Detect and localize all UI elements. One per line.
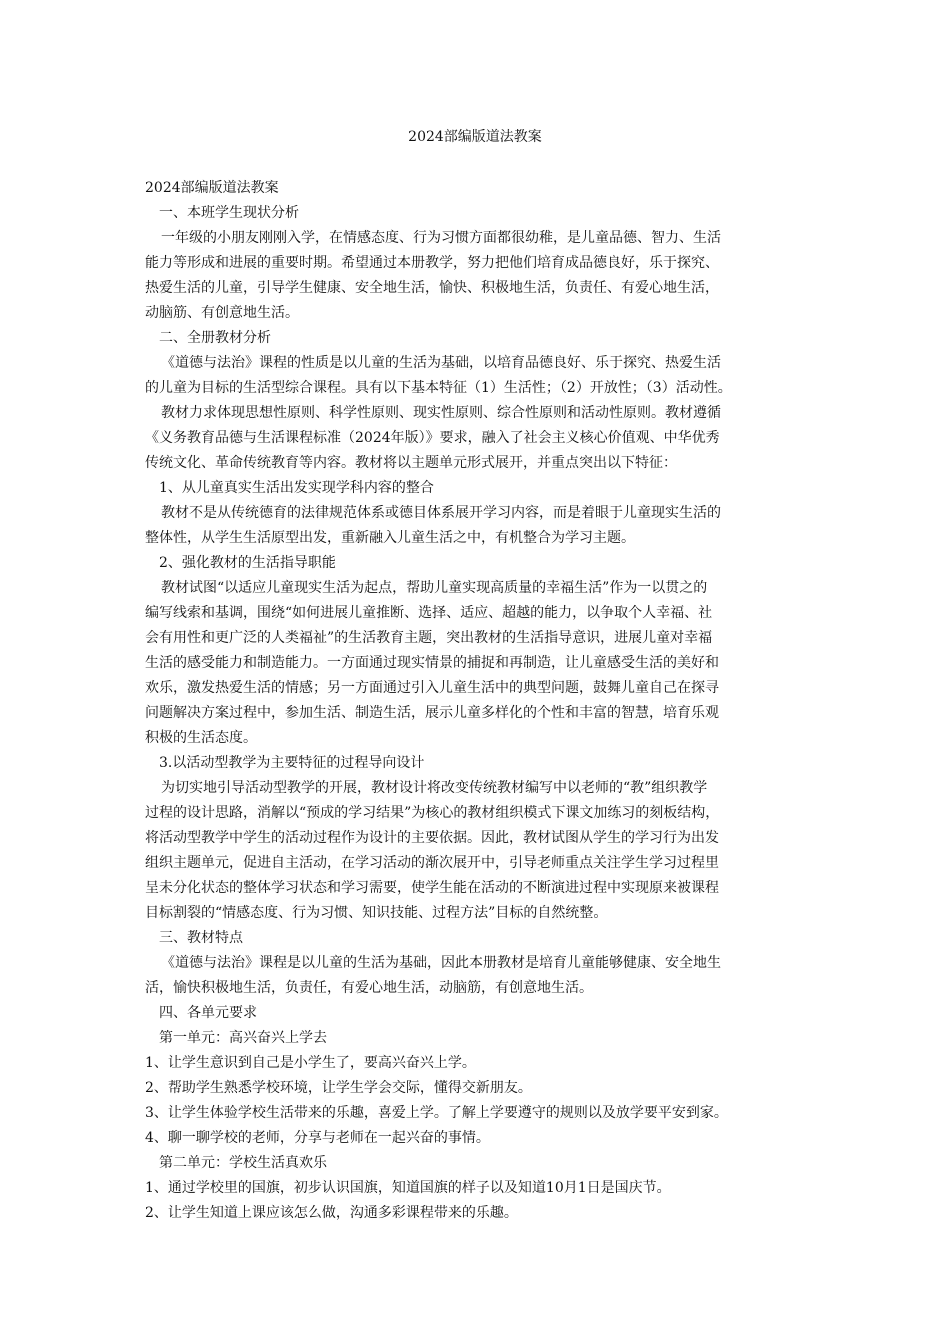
text-line: 第二单元：学校生活真欢乐 [159, 1155, 327, 1171]
text-line: 2024部编版道法教案 [145, 180, 279, 196]
text-line: 1、让学生意识到自己是小学生了，要高兴奋兴上学。 [145, 1055, 476, 1071]
text-line: 《道德与法治》课程的性质是以儿童的生活为基础，以培育品德良好、乐于探究、热爱生活 [161, 355, 721, 371]
text-line: 组织主题单元，促进自主活动，在学习活动的渐次展开中，引导老师重点关注学生学习过程里 [145, 855, 719, 871]
text-line: 教材力求体现思想性原则、科学性原则、现实性原则、综合性原则和活动性原则。教材遵循 [161, 405, 721, 421]
text-line: 编写线索和基调，围绕“如何进展儿童推断、选择、适应、超越的能力，以争取个人幸福、社 [145, 605, 713, 621]
text-line: 《义务教育品德与生活课程标准（2024年版）》要求，融入了社会主义核心价值观、中华优秀 [145, 430, 720, 446]
text-line: 1、从儿童真实生活出发实现学科内容的整合 [159, 480, 434, 496]
text-line: 的儿童为目标的生活型综合课程。具有以下基本特征（1）生活性；（2）开放性；（3）活动性。 [145, 380, 732, 396]
text-line: 整体性，从学生生活原型出发，重新融入儿童生活之中，有机整合为学习主题。 [145, 530, 635, 546]
text-line: 教材不是从传统德育的法律规范体系或德目体系展开学习内容，而是着眼于儿童现实生活的 [161, 505, 721, 521]
text-line: 活，愉快积极地生活，负责任，有爱心地生活，动脑筋，有创意地生活。 [145, 980, 593, 996]
text-line: 欢乐，激发热爱生活的情感；另一方面通过引入儿童生活中的典型问题，鼓舞儿童自己在探寻 [145, 680, 719, 696]
text-line: 二、全册教材分析 [159, 330, 271, 346]
text-line: 第一单元：高兴奋兴上学去 [159, 1030, 327, 1046]
text-line: 2、让学生知道上课应该怎么做，沟通多彩课程带来的乐趣。 [145, 1205, 518, 1221]
text-line: 能力等形成和进展的重要时期。希望通过本册教学，努力把他们培育成品德良好，乐于探究、 [145, 255, 719, 271]
document-body [145, 176, 835, 1226]
text-line: 热爱生活的儿童，引导学生健康、安全地生活，愉快、积极地生活，负责任、有爱心地生活， [145, 280, 719, 296]
text-line: 将活动型教学中学生的活动过程作为设计的主要依据。因此，教材试图从学生的学习行为出发 [145, 830, 719, 846]
text-line: 1、通过学校里的国旗，初步认识国旗，知道国旗的样子以及知道10月1日是国庆节。 [145, 1180, 671, 1196]
text-line: 四、各单元要求 [159, 1005, 257, 1021]
text-line: 为切实地引导活动型教学的开展，教材设计将改变传统教材编写中以老师的“教”组织教学 [161, 780, 708, 796]
text-line: 积极的生活态度。 [145, 730, 257, 746]
text-line: 会有用性和更广泛的人类福祉”的生活教育主题，突出教材的生活指导意识，进展儿童对幸福 [145, 630, 713, 646]
text-line: 3.以活动型教学为主要特征的过程导向设计 [159, 755, 425, 771]
text-line: 目标割裂的“情感态度、行为习惯、知识技能、过程方法”目标的自然统整。 [145, 905, 608, 921]
text-line: 三、教材特点 [159, 930, 243, 946]
text-line: 一年级的小朋友刚刚入学，在情感态度、行为习惯方面都很幼稚，是儿童品德、智力、生活 [161, 230, 721, 246]
text-line: 一、本班学生现状分析 [159, 205, 299, 221]
text-line: 过程的设计思路，消解以“预成的学习结果”为核心的教材组织模式下课文加练习的刻板结构， [145, 805, 720, 821]
text-line: 动脑筋、有创意地生活。 [145, 305, 299, 321]
text-line: 4、聊一聊学校的老师，分享与老师在一起兴奋的事情。 [145, 1130, 490, 1146]
text-line: 呈未分化状态的整体学习状态和学习需要，使学生能在活动的不断演进过程中实现原来被课程 [145, 880, 719, 896]
text-line: 2、强化教材的生活指导职能 [159, 555, 336, 571]
page-title: 2024部编版道法教案 [408, 129, 542, 145]
text-line: 教材试图“以适应儿童现实生活为起点，帮助儿童实现高质量的幸福生活”作为一以贯之的 [161, 580, 708, 596]
text-line: 3、让学生体验学校生活带来的乐趣，喜爱上学。了解上学要遵守的规则以及放学要平安到家。 [145, 1105, 728, 1121]
text-line: 2、帮助学生熟悉学校环境，让学生学会交际，懂得交新朋友。 [145, 1080, 532, 1096]
text-line: 传统文化、革命传统教育等内容。教材将以主题单元形式展开，并重点突出以下特征： [145, 455, 677, 471]
text-line: 生活的感受能力和制造能力。一方面通过现实情景的捕捉和再制造，让儿童感受生活的美好和 [145, 655, 719, 671]
text-line: 问题解决方案过程中，参加生活、制造生活，展示儿童多样化的个性和丰富的智慧，培育乐观 [145, 705, 719, 721]
text-line: 《道德与法治》课程是以儿童的生活为基础，因此本册教材是培育儿童能够健康、安全地生 [161, 955, 721, 971]
